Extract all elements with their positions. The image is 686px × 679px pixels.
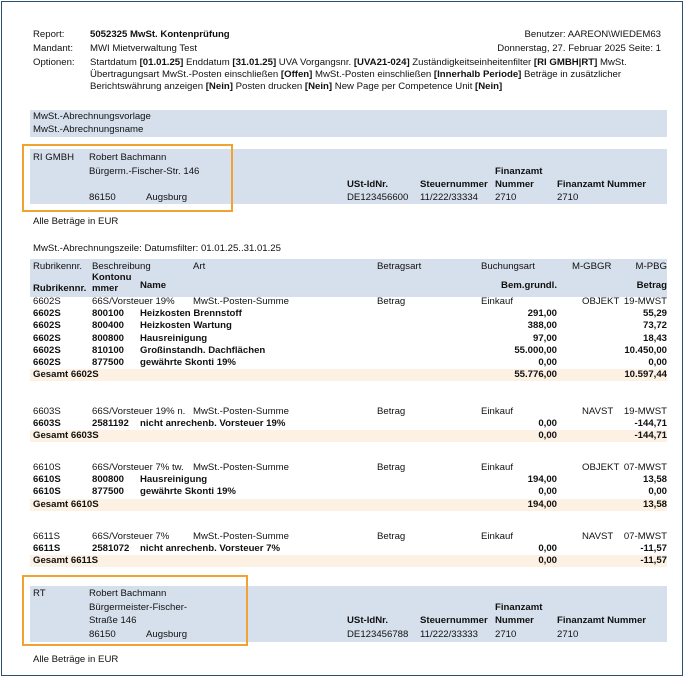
unit2-street1: Bürgermeister-Fischer- <box>89 602 188 613</box>
benutzer-info: Benutzer: AAREON\WIEDEM63 <box>524 29 661 40</box>
unit2-fa1-header-b: Nummer <box>495 615 534 626</box>
row-rubrik: 6610S <box>33 474 61 486</box>
datetime-page-info: Donnerstag, 27. Februar 2025 Seite: 1 <box>497 43 661 54</box>
row-name: Hausreinigung <box>140 332 208 344</box>
col-buchungsart: Buchungsart <box>481 261 535 272</box>
group-total-label: Gesamt 6602S <box>33 369 99 381</box>
currency-note-2: Alle Beträge in EUR <box>33 654 119 665</box>
group-total-bem: 0,00 <box>538 430 557 442</box>
row-rubrik: 6610S <box>33 486 61 498</box>
filter-line: MwSt.-Abrechnungszeile: Datumsfilter: 01.01.25..31.01.25 <box>33 243 281 254</box>
row-rubrik: 6602S <box>33 320 61 332</box>
group-mpbg: 19-MWST <box>623 296 667 307</box>
template-name-label: MwSt.-Abrechnungsname <box>33 124 144 135</box>
row-account: 2581072 <box>92 543 130 555</box>
group-art: MwSt.-Posten-Summe <box>193 531 289 542</box>
group-total-bem: 194,00 <box>527 498 557 510</box>
group-buchungsart: Einkauf <box>481 462 513 473</box>
unit1-code: RI GMBH <box>33 152 75 163</box>
row-name: Heizkosten Brennstoff <box>140 308 242 320</box>
unit2-steuer-header: Steuernummer <box>420 615 488 626</box>
row-name: gewährte Skonti 19% <box>140 357 236 368</box>
row-betrag: 55,29 <box>642 308 667 320</box>
row-betrag: 10.450,00 <box>624 344 667 356</box>
group-total-label: Gesamt 6603S <box>33 430 99 442</box>
option-segment: [Nein] <box>304 81 333 92</box>
unit1-fa2-header: Finanzamt Nummer <box>557 179 647 190</box>
row-name: Heizkosten Wartung <box>140 320 232 332</box>
group-description: 66S/Vorsteuer 19% n. <box>92 406 186 417</box>
mandant-label: Mandant: <box>33 43 74 54</box>
row-account: 800800 <box>92 332 125 344</box>
group-mgbgr: NAVST <box>582 406 614 417</box>
option-segment: [31.01.25] <box>232 57 277 68</box>
option-segment: [Innerhalb Periode] <box>433 69 522 80</box>
row-betrag: 0,00 <box>648 486 667 498</box>
row-bem: 97,00 <box>532 332 557 344</box>
row-account: 877500 <box>92 357 125 368</box>
group-total-betrag: -144,71 <box>634 430 667 442</box>
row-bem: 194,00 <box>527 474 557 486</box>
group-rubrik: 6602S <box>33 296 61 307</box>
unit1-highlight-box <box>22 144 233 212</box>
group-rubrik: 6611S <box>33 531 61 542</box>
group-total-band <box>30 369 667 381</box>
group-buchungsart: Einkauf <box>481 406 513 417</box>
row-name: Großinstandh. Dachflächen <box>140 344 266 356</box>
option-segment: MwSt. Übertragungsart MwSt.-Posten einschließen <box>90 57 627 80</box>
col-betragsart: Betragsart <box>377 261 422 272</box>
row-bem: 0,00 <box>538 418 557 430</box>
group-buchungsart: Einkauf <box>481 531 513 542</box>
unit2-fa1-header-a: Finanzamt <box>495 602 543 613</box>
col-bem: Bem.grundl. <box>501 280 557 291</box>
option-segment: [RI GMBH|RT] <box>533 57 598 68</box>
group-art: MwSt.-Posten-Summe <box>193 296 289 307</box>
options-text <box>90 57 662 93</box>
row-betrag: -11,57 <box>640 543 667 555</box>
row-bem: 291,00 <box>527 308 557 320</box>
row-account: 877500 <box>92 486 125 498</box>
unit1-ust-header: USt-IdNr. <box>347 179 389 190</box>
group-betragsart: Betrag <box>377 406 406 417</box>
mandant-value: MWI Mietverwaltung Test <box>90 43 197 54</box>
option-segment: Enddatum <box>183 57 233 68</box>
col-betrag: Betrag <box>636 280 667 291</box>
group-total-band <box>30 499 667 511</box>
col-rubrik: Rubrikennr. <box>33 261 83 272</box>
row-betrag: 73,72 <box>642 320 667 332</box>
unit2-name: Robert Bachmann <box>89 588 167 599</box>
col-mpbg: M-PBG <box>635 261 667 272</box>
option-segment: Posten drucken <box>232 81 305 92</box>
row-account: 810100 <box>92 344 125 356</box>
row-bem: 0,00 <box>538 543 557 555</box>
row-rubrik: 6611S <box>33 543 61 555</box>
unit2-street2: Straße 146 <box>89 615 137 626</box>
currency-note: Alle Beträge in EUR <box>33 216 119 227</box>
group-rubrik: 6603S <box>33 406 61 417</box>
unit1-fa1-header-a: Finanzamt <box>495 166 543 177</box>
group-total-betrag: 10.597,44 <box>624 369 667 381</box>
group-mpbg: 07-MWST <box>623 462 667 473</box>
row-account: 800800 <box>92 474 125 486</box>
row-account: 2581192 <box>92 418 129 430</box>
option-segment: [Nein] <box>475 81 503 92</box>
col-konto-b: mmer <box>92 283 119 294</box>
row-name: Hausreinigung <box>140 474 208 486</box>
group-mgbgr: OBJEKT <box>582 462 620 473</box>
group-total-betrag: 13,58 <box>642 498 667 510</box>
unit2-city: Augsburg <box>146 629 188 640</box>
group-description: 66S/Vorsteuer 19% <box>92 296 175 307</box>
unit2-fa2-value: 2710 <box>557 629 579 640</box>
group-mgbgr: OBJEKT <box>582 296 620 307</box>
row-bem: 0,00 <box>538 486 557 498</box>
unit1-city: Augsburg <box>146 192 188 203</box>
unit1-steuer-value: 11/222/33334 <box>420 192 478 203</box>
report-title: 5052325 MwSt. Kontenprüfung <box>90 29 230 40</box>
group-rubrik: 6610S <box>33 462 61 473</box>
row-rubrik: 6602S <box>33 344 61 356</box>
option-segment: Startdatum <box>90 57 140 68</box>
group-total-band <box>30 555 667 567</box>
group-mpbg: 07-MWST <box>623 531 667 542</box>
col-beschreibung: Beschreibung <box>92 261 151 272</box>
row-account: 800100 <box>92 308 125 320</box>
group-description: 66S/Vorsteuer 7% tw. <box>92 462 184 473</box>
template-label: MwSt.-Abrechnungsvorlage <box>33 111 151 122</box>
unit2-steuer-value: 11/222/33333 <box>420 629 478 640</box>
unit1-plz: 86150 <box>89 192 116 203</box>
group-buchungsart: Einkauf <box>481 296 513 307</box>
group-total-bem: 55.776,00 <box>514 369 557 381</box>
option-segment: [Nein] <box>205 81 233 92</box>
unit1-steuer-header: Steuernummer <box>420 179 488 190</box>
row-betrag: -144,71 <box>634 418 667 430</box>
row-betrag: 0,00 <box>648 357 667 368</box>
unit1-name: Robert Bachmann <box>89 152 167 163</box>
optionen-label: Optionen: <box>33 57 75 68</box>
row-name: nicht anrechenb. Vorsteuer 7% <box>140 543 281 555</box>
option-segment: [UVA21-024] <box>353 57 410 68</box>
group-total-bem: 0,00 <box>538 555 557 567</box>
group-total-betrag: -11,57 <box>640 555 667 567</box>
group-mpbg: 19-MWST <box>623 406 667 417</box>
row-rubrik: 6602S <box>33 332 61 344</box>
group-total-label: Gesamt 6610S <box>33 498 99 510</box>
row-name: gewährte Skonti 19% <box>140 486 236 498</box>
option-segment: New Page per Competence Unit <box>332 81 476 92</box>
group-art: MwSt.-Posten-Summe <box>193 462 289 473</box>
unit1-fa2-value: 2710 <box>557 192 579 203</box>
unit1-fa1-header-b: Nummer <box>495 179 534 190</box>
group-betragsart: Betrag <box>377 531 406 542</box>
unit2-highlight-box <box>22 575 248 646</box>
unit1-street: Bürgerm.-Fischer-Str. 146 <box>89 166 200 177</box>
row-account: 800400 <box>92 320 125 332</box>
row-bem: 388,00 <box>527 320 557 332</box>
row-bem: 55.000,00 <box>514 344 557 356</box>
option-segment: Beträge in zusätzlicher Berichtswährung anzeigen <box>90 69 622 92</box>
group-betragsart: Betrag <box>377 462 406 473</box>
option-segment: [01.01.25] <box>139 57 184 68</box>
row-rubrik: 6603S <box>33 418 61 430</box>
row-name: nicht anrechenb. Vorsteuer 19% <box>140 418 286 430</box>
row-betrag: 18,43 <box>642 332 667 344</box>
row-rubrik: 6602S <box>33 308 61 320</box>
col-konto-a: Kontonu <box>92 272 132 283</box>
group-total-label: Gesamt 6611S <box>33 555 99 567</box>
report-label: Report: <box>33 29 65 40</box>
unit2-plz: 86150 <box>89 629 116 640</box>
unit1-fa1-value: 2710 <box>495 192 517 203</box>
option-segment: MwSt.-Posten einschließen <box>312 69 434 80</box>
option-segment: UVA Vorgangsnr. <box>276 57 354 68</box>
unit2-ust-header: USt-IdNr. <box>347 615 389 626</box>
unit2-code: RT <box>33 588 46 599</box>
row-rubrik: 6602S <box>33 357 61 368</box>
row-betrag: 13,58 <box>642 474 667 486</box>
group-mgbgr: NAVST <box>582 531 614 542</box>
unit2-ust-value: DE123456788 <box>347 629 409 640</box>
col-name: Name <box>140 280 167 291</box>
group-betragsart: Betrag <box>377 296 406 307</box>
col-mgbgr: M-GBGR <box>572 261 612 272</box>
unit2-fa2-header: Finanzamt Nummer <box>557 615 647 626</box>
row-bem: 0,00 <box>538 357 557 368</box>
group-description: 66S/Vorsteuer 7% <box>92 531 170 542</box>
unit2-fa1-value: 2710 <box>495 629 517 640</box>
col-rubrik2: Rubrikennr. <box>33 283 87 294</box>
col-art: Art <box>193 261 206 272</box>
unit1-ust-value: DE123456600 <box>347 192 409 203</box>
group-total-band <box>30 430 667 442</box>
option-segment: [Offen] <box>280 69 313 80</box>
group-art: MwSt.-Posten-Summe <box>193 406 289 417</box>
option-segment: Zuständigkeitseinheitenfilter <box>409 57 534 68</box>
